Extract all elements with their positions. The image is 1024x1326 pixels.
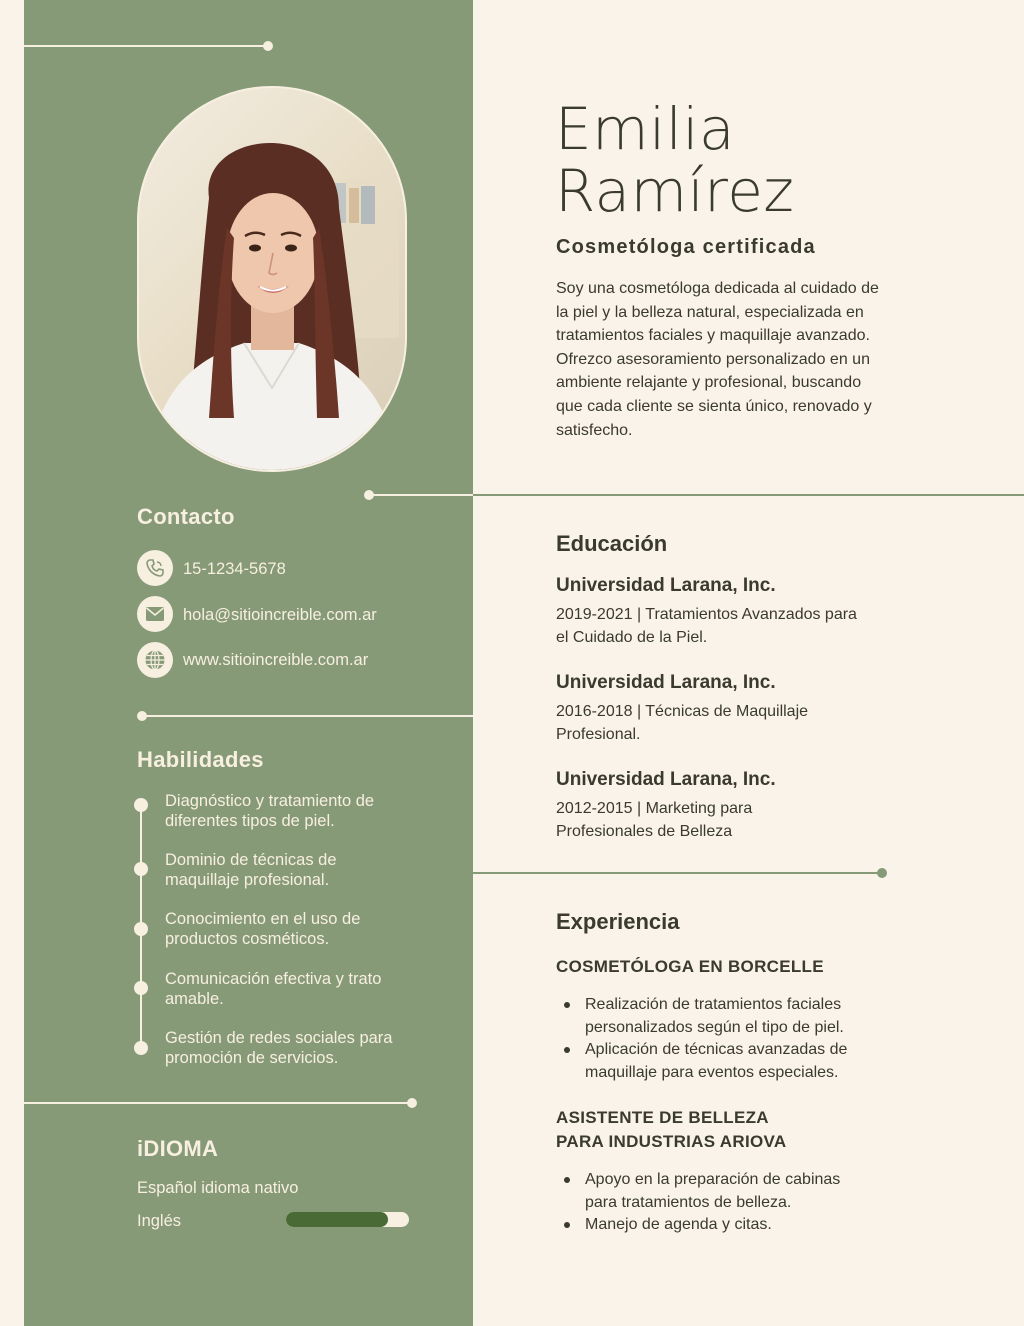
- responsibility-item: Apoyo en la preparación de cabinas para tratamientos de belleza.: [556, 1169, 876, 1214]
- job-role: Cosmetóloga certificada: [556, 236, 816, 258]
- decorative-line: [369, 494, 473, 496]
- decorative-line: [24, 45, 268, 47]
- job-title: COSMETÓLOGA EN BORCELLE: [556, 957, 824, 976]
- contact-heading: Contacto: [137, 504, 235, 529]
- skill-bullet: [134, 798, 148, 812]
- profile-summary: Soy una cosmetóloga dedicada al cuidado de la piel y la belleza natural, especializada en tratamientos faciales y maquillaje avanzado. Ofrezco asesoramiento personalizado en un ambiente relajante y profesional, buscando que cada cliente se sienta único, renovado y satisfecho.: [556, 280, 879, 439]
- experience-heading: Experiencia: [556, 909, 680, 934]
- job-responsibilities: [556, 1169, 876, 1237]
- decorative-line: [142, 715, 473, 717]
- skill-bullet: [134, 1041, 148, 1055]
- language-native: Español idioma nativo: [137, 1179, 299, 1197]
- portrait-illustration: [139, 88, 405, 470]
- section-divider: [473, 494, 1024, 496]
- profile-photo: [137, 86, 407, 472]
- english-level-fill: [286, 1212, 388, 1227]
- skill-item: Comunicación efectiva y trato amable.: [165, 970, 382, 1008]
- first-name: Emilia: [555, 95, 736, 163]
- skill-item: Conocimiento en el uso de productos cosméticos.: [165, 910, 361, 948]
- skills-heading: Habilidades: [137, 747, 264, 772]
- decorative-dot: [263, 41, 273, 51]
- skill-item: Diagnóstico y tratamiento de diferentes tipos de piel.: [165, 792, 375, 830]
- education-detail: 2012-2015 | Marketing para Profesionales de Belleza: [556, 800, 753, 840]
- education-school: Universidad Larana, Inc.: [556, 672, 776, 693]
- last-name: Ramírez: [555, 157, 795, 225]
- contact-website[interactable]: www.sitioincreible.com.ar: [183, 651, 369, 669]
- decorative-line: [24, 1102, 412, 1104]
- decorative-dot: [407, 1098, 417, 1108]
- skill-bullet: [134, 862, 148, 876]
- globe-icon: [137, 642, 173, 678]
- mail-icon: [137, 596, 173, 632]
- responsibility-item: Realización de tratamientos faciales personalizados según el tipo de piel.: [556, 994, 876, 1039]
- skill-item: Gestión de redes sociales para promoción de servicios.: [165, 1029, 393, 1067]
- responsibility-item: Manejo de agenda y citas.: [556, 1214, 876, 1237]
- job-title-line: PARA INDUSTRIAS ARIOVA: [556, 1132, 787, 1151]
- english-level-bar: [286, 1212, 409, 1227]
- job-title: [556, 1106, 786, 1154]
- responsibility-item: Aplicación de técnicas avanzadas de maquillaje para eventos especiales.: [556, 1039, 876, 1084]
- phone-icon: [137, 550, 173, 586]
- section-divider: [473, 872, 882, 874]
- contact-email[interactable]: hola@sitioincreible.com.ar: [183, 606, 377, 624]
- languages-heading: iDIOMA: [137, 1136, 219, 1161]
- education-school: Universidad Larana, Inc.: [556, 575, 776, 596]
- decorative-dot: [877, 868, 887, 878]
- education-detail: 2016-2018 | Técnicas de Maquillaje Profesional.: [556, 703, 809, 743]
- skill-bullet: [134, 981, 148, 995]
- contact-phone[interactable]: 15-1234-5678: [183, 560, 286, 578]
- job-title-line: ASISTENTE DE BELLEZA: [556, 1108, 769, 1127]
- education-detail: 2019-2021 | Tratamientos Avanzados para el Cuidado de la Piel.: [556, 606, 857, 646]
- job-responsibilities: [556, 994, 876, 1084]
- skill-bullet: [134, 922, 148, 936]
- education-school: Universidad Larana, Inc.: [556, 769, 776, 790]
- skill-item: Dominio de técnicas de maquillaje profesional.: [165, 851, 337, 889]
- education-heading: Educación: [556, 531, 668, 556]
- full-name: [555, 95, 795, 225]
- language-english: Inglés: [137, 1212, 182, 1230]
